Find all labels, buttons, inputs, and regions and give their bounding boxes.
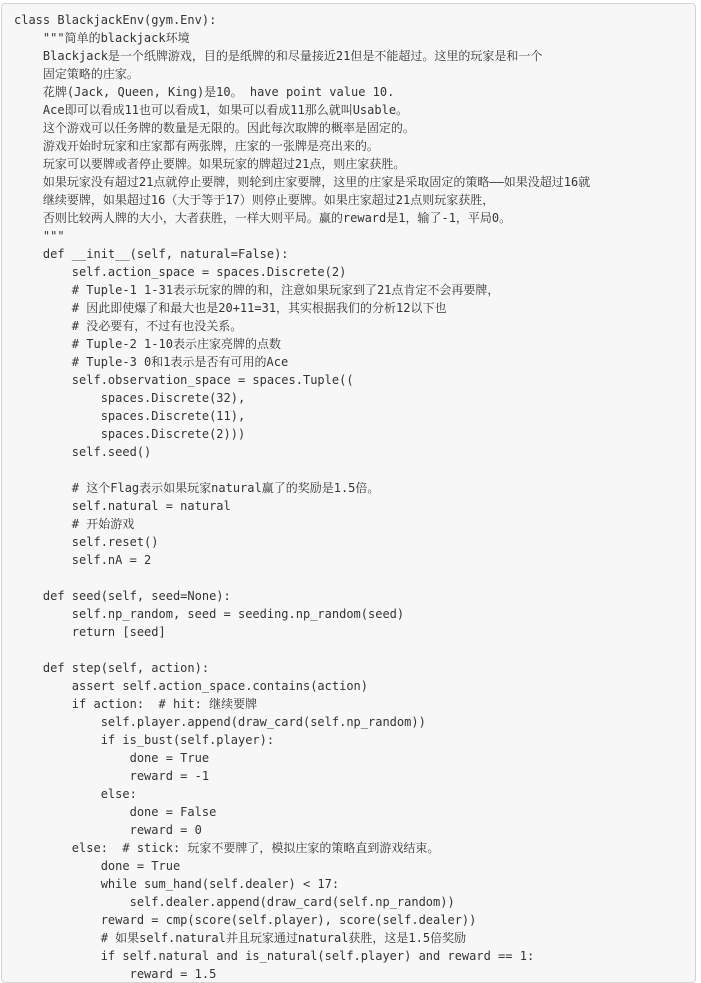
code-line: self.reset() (14, 535, 159, 549)
code-line (14, 461, 695, 479)
code-line: 继续要牌，如果超过16（大于等于17）则停止要牌。如果庄家超过21点则玩家获胜， (14, 193, 495, 207)
code-line: """简单的blackjack环境 (14, 31, 190, 45)
code-line: while sum_hand(self.dealer) < 17: (14, 877, 340, 891)
code-line: spaces.Discrete(11), (14, 409, 246, 423)
code-line: # Tuple-2 1-10表示庄家亮牌的点数 (14, 337, 281, 351)
code-line: done = True (14, 859, 181, 873)
code-line: self.nA = 2 (14, 553, 152, 567)
code-line: 固定策略的庄家。 (14, 67, 139, 81)
code-line: done = False (14, 805, 217, 819)
code-line: """ (14, 229, 65, 243)
code-line: assert self.action_space.contains(action) (14, 679, 369, 693)
code-line: else: (14, 787, 137, 801)
code-line: self.seed() (14, 445, 152, 459)
code-line: def step(self, action): (14, 661, 210, 675)
code-line: 花牌(Jack, Queen, King)是10。 have point value 10. (14, 85, 395, 99)
code-line (14, 569, 695, 587)
code-line: spaces.Discrete(2))) (14, 427, 246, 441)
code-line: if is_bust(self.player): (14, 733, 275, 747)
code-line: reward = -1 (14, 769, 210, 783)
code-block (1, 3, 696, 983)
code-line: reward = 0 (14, 823, 202, 837)
code-line: self.action_space = spaces.Discrete(2) (14, 265, 347, 279)
code-line: self.np_random, seed = seeding.np_random(seed) (14, 607, 405, 621)
code-line: return [seed] (14, 625, 166, 639)
code-line: # Tuple-1 1-31表示玩家的牌的和，注意如果玩家到了21点肯定不会再要牌， (14, 283, 500, 297)
code-line: def __init__(self, natural=False): (14, 247, 289, 261)
code-line: self.player.append(draw_card(self.np_random)) (14, 715, 426, 729)
code-line: done = True (14, 751, 210, 765)
code-line: # 因此即使爆了和最大也是20+11=31，其实根据我们的分析12以下也 (14, 301, 447, 315)
code-line: # 开始游戏 (14, 517, 135, 531)
code-line: Blackjack是一个纸牌游戏，目的是纸牌的和尽量接近21但是不能超过。这里的玩家是和一个 (14, 49, 543, 63)
code-line: self.observation_space = spaces.Tuple(( (14, 373, 354, 387)
code-line: 游戏开始时玩家和庄家都有两张牌，庄家的一张牌是亮出来的。 (14, 139, 379, 153)
code-line: class BlackjackEnv(gym.Env): (14, 13, 217, 27)
code-line: # 如果self.natural并且玩家通过natural获胜，这是1.5倍奖励 (14, 931, 467, 945)
code-line: # Tuple-3 0和1表示是否有可用的Ace (14, 355, 289, 369)
code-line: spaces.Discrete(32), (14, 391, 246, 405)
code-line: self.natural = natural (14, 499, 231, 513)
code-line: # 没必要有，不过有也没关系。 (14, 319, 243, 333)
code-line: 如果玩家没有超过21点就停止要牌，则轮到庄家要牌，这里的庄家是采取固定的策略——如果没超过16就 (14, 175, 591, 189)
code-line (14, 641, 695, 659)
code-line: def seed(self, seed=None): (14, 589, 231, 603)
code-line: 这个游戏可以任务牌的数量是无限的。因此每次取牌的概率是固定的。 (14, 121, 415, 135)
code-line: if action: # hit: 继续要牌 (14, 697, 258, 711)
code-line: 玩家可以要牌或者停止要牌。如果玩家的牌超过21点，则庄家获胜。 (14, 157, 406, 171)
code-line: Ace即可以看成11也可以看成1，如果可以看成11那么就叫Usable。 (14, 103, 409, 117)
code-line: # 这个Flag表示如果玩家natural赢了的奖励是1.5倍。 (14, 481, 380, 495)
code-line: if self.natural and is_natural(self.player) and reward == 1: (14, 949, 535, 963)
code-line: reward = cmp(score(self.player), score(self.dealer)) (14, 913, 477, 927)
code-line: reward = 1.5 (14, 967, 217, 981)
code-line: else: # stick: 玩家不要牌了，模拟庄家的策略直到游戏结束。 (14, 841, 440, 855)
code-line: self.dealer.append(draw_card(self.np_random)) (14, 895, 455, 909)
code-line: 否则比较两人牌的大小，大者获胜，一样大则平局。赢的reward是1，输了-1，平局0。 (14, 211, 512, 225)
